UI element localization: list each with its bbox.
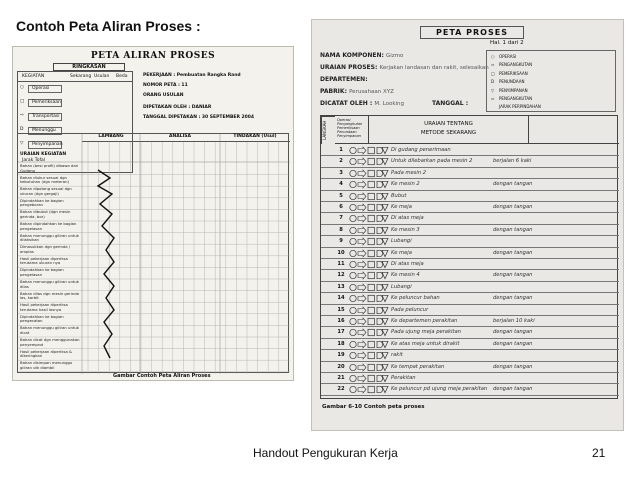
process-symbols-icon (349, 214, 389, 223)
step-description: Perakitan (391, 375, 416, 381)
activity-row: Hasil pekerjaan diperiksa & dikeringkan (20, 348, 73, 359)
step-number: 14 (337, 295, 345, 302)
header-field (320, 88, 394, 95)
step-number: 3 (339, 169, 343, 176)
step-description: Pada mesin 2 (391, 169, 427, 176)
step-number: 18 (337, 340, 345, 347)
column-uraian (369, 116, 529, 144)
legend-label: Jarak Tofal (22, 158, 46, 163)
process-symbols-icon (349, 374, 389, 383)
activity-row: Bahan dilas dgn mesin gerinda las, karbit (20, 290, 79, 301)
process-symbols-icon (349, 226, 389, 235)
header-field-value: Gizmo (385, 53, 404, 59)
legend-label: Transportasi (32, 114, 60, 119)
left-chart-caption: Gambar Contoh Peta Aliran Proses (113, 373, 211, 379)
step-description: Ke mesin 3 (391, 226, 420, 233)
info-line: TANGGAL DIPETAKAN : 30 SEPTEMBER 2004 (143, 115, 255, 120)
info-line: PEKERJAAN : Pembuatan Rangka Rand (143, 73, 241, 78)
step-number: 7 (339, 215, 343, 222)
legend-item-label: PENYIMPANAN (499, 87, 528, 93)
step-number: 16 (337, 318, 345, 324)
activity-row: Hasil pekerjaan diperiksa terutama ukuran nya (20, 255, 68, 266)
step-note: dengan tangan (493, 226, 533, 233)
legend-item-label: OPERASI (499, 54, 517, 59)
activity-row: Bahan dicat dgn menggunakan penyemprot (20, 337, 80, 347)
activity-row: Dimasukkan dgn gerinda / amplas (20, 244, 71, 254)
step-number: 15 (337, 306, 345, 313)
process-symbols-icon (349, 306, 389, 315)
process-row (321, 293, 619, 304)
activity-row: Hasil pekerjaan diperiksa terutama hasil lasnya (20, 302, 68, 312)
legend-symbol-icon: ▽ (491, 87, 495, 93)
legend-item (491, 79, 524, 84)
step-description: Pada ujung meja perakitan (391, 329, 461, 336)
step-note: dengan tangan (493, 386, 533, 393)
process-row (321, 191, 619, 202)
step-description: Di atas meja (391, 215, 424, 222)
activity-row: Bahan disimpan menunggu giliran utk diambil (20, 360, 73, 370)
legend-symbol-icon: ○ (491, 54, 495, 59)
section-lambang: LAMBANG (82, 134, 140, 142)
process-symbols-icon (349, 317, 389, 326)
step-note: dengan tangan (493, 272, 533, 279)
step-description: Di atas meja (391, 261, 424, 267)
process-row (321, 373, 619, 384)
step-note: dengan tangan (493, 329, 533, 336)
legend-header-beda: Beda (116, 74, 128, 79)
activity-row: Bahan dibubut (dgn mesin gerinda, bor) (20, 209, 71, 219)
flow-process-chart-image (12, 46, 294, 381)
legend-row-transportasi (20, 112, 90, 122)
operation-icon: ○ (20, 85, 24, 90)
process-symbols-icon (349, 351, 389, 360)
step-number: 6 (339, 204, 343, 210)
legend-symbol-icon: D (491, 79, 495, 85)
activity-row: Dipindahkan ke bagian pengeboran (20, 197, 64, 208)
legend-item (491, 71, 528, 76)
step-description: Untuk dilebarkan pada mesin 2 (391, 158, 473, 165)
section-tindakan: TINDAKAN (Usul) (220, 134, 290, 142)
step-number: 20 (337, 363, 345, 370)
step-note: dengan tangan (493, 340, 533, 347)
process-symbols-icon (349, 146, 389, 155)
step-number: 1 (339, 147, 343, 153)
process-chart-image (311, 19, 624, 431)
process-row (321, 202, 619, 213)
step-description: Ke mesin 2 (391, 181, 420, 188)
legend-item-label: PENGANGKUTAN (499, 96, 533, 101)
step-description: Ke tempat perakitan (391, 363, 445, 370)
page-indicator: Hal. 1 dari 2 (490, 40, 524, 46)
process-row (321, 168, 619, 179)
step-description: Ke peluncur pd ujung meja perakitan (391, 386, 488, 393)
process-row (321, 248, 619, 259)
process-symbols-icon (349, 271, 389, 280)
legend-item-label: PENUNDAAN (499, 79, 525, 85)
process-row (321, 236, 619, 247)
process-symbols-icon (349, 169, 389, 178)
activity-row: Bahan menunggu giliran untuk dilaksikan (20, 232, 79, 243)
step-description: Ke mesin 4 (391, 272, 420, 279)
flow-path-line (98, 170, 114, 358)
activity-row: Dipindahkan ke bagian pengelasan (20, 267, 64, 277)
process-symbols-icon (349, 385, 389, 394)
process-symbols-icon (349, 203, 389, 212)
process-row (321, 362, 619, 373)
slide-title: Contoh Peta Aliran Proses : (16, 18, 201, 34)
header-field (432, 100, 468, 107)
step-description: Ke meja (391, 249, 412, 256)
process-row (321, 259, 619, 270)
legend-symbol-icon: ⇨ (491, 96, 495, 101)
step-description: Ke peluncur bahan (391, 295, 440, 302)
delay-icon: D (20, 127, 24, 132)
activity-row: Bahan dipindahkan ke bagian pengelasan (20, 221, 77, 231)
legend-row-operasi (20, 84, 90, 94)
process-table (320, 115, 618, 399)
section-analisa: ANALISA (140, 134, 220, 142)
legend-item-label: JARAK PERPINDAHAN (499, 104, 541, 110)
header-field-value: Kerjakan landasan dan rakit, selesaikan (379, 65, 489, 71)
column-uraian-kegiatan: URAIAN KEGIATAN (20, 152, 67, 157)
step-number: 5 (339, 192, 343, 199)
step-description: Bubut (391, 192, 407, 199)
step-number: 8 (339, 226, 343, 233)
symbol-legend (486, 50, 616, 112)
legend-item (491, 88, 528, 93)
header-field-value: M. Looking (374, 101, 405, 107)
legend-label: Menunggu (32, 128, 56, 133)
legend-item (491, 62, 532, 67)
legend-label: Operasi (32, 86, 50, 91)
summary-label: RINGKASAN (53, 63, 125, 71)
activity-row: Bahan (besi profil) dibawa dari Gudang (20, 163, 79, 173)
step-description: rakit (391, 352, 403, 359)
step-number: 2 (339, 158, 343, 165)
step-note: dengan tangan (493, 295, 533, 302)
legend-header-sekarang: Sekarang (70, 74, 92, 79)
process-symbols-icon (349, 157, 389, 166)
process-row (321, 316, 619, 327)
header-field-label: NAMA KOMPONEN: (320, 52, 384, 59)
info-line: ORANG USULAN (143, 93, 184, 98)
process-row (321, 339, 619, 350)
step-number: 12 (337, 272, 345, 279)
left-chart-title: PETA ALIRAN PROSES (90, 51, 216, 61)
legend-symbol-icon: ⇨ (491, 62, 495, 68)
process-symbols-icon (349, 328, 389, 337)
column-keterangan: Operasi Pengangkutan Pemeriksaan Penundaan Penyimpanan (335, 116, 369, 144)
step-note: dengan tangan (493, 181, 533, 188)
right-chart-title: PETA PROSES (420, 26, 524, 39)
column-extra (529, 116, 619, 144)
process-symbols-icon (349, 237, 389, 246)
step-number: 11 (337, 261, 345, 267)
legend-header-kegiatan: KEGIATAN (22, 74, 45, 79)
step-description: Di gudang penerimaan (391, 147, 451, 153)
legend-symbol-icon: □ (491, 70, 495, 76)
activity-row: Bahan menunggu giliran untuk dicat (20, 325, 79, 335)
activity-row: Dipindahkan ke bagian pengecatan (20, 313, 64, 324)
header-field-label: URAIAN PROSES: (320, 64, 378, 71)
process-row (321, 145, 619, 156)
process-row (321, 350, 619, 361)
legend-label: Pemeriksaan (32, 100, 61, 105)
step-note: dengan tangan (493, 204, 533, 210)
process-row (321, 282, 619, 293)
step-description: Ke atas meja untuk dirakit (391, 340, 460, 347)
process-symbols-icon (349, 180, 389, 189)
step-description: Ke departemen perakitan (391, 318, 458, 324)
step-description: Ke meja (391, 204, 412, 210)
header-field-label: PABRIK: (320, 88, 347, 95)
step-note: dengan tangan (493, 363, 533, 370)
step-number: 10 (337, 249, 345, 256)
activity-grid (17, 133, 289, 373)
process-symbols-icon (349, 340, 389, 349)
transport-icon: ⇨ (20, 113, 24, 118)
process-row (321, 156, 619, 167)
legend-row-pemeriksaan (20, 98, 90, 108)
legend-item-label: PEMERIKSAAN (499, 70, 528, 76)
process-symbols-icon (349, 363, 389, 372)
legend-item-label: PENGANGKUTAN (499, 62, 533, 68)
step-number: 21 (337, 375, 345, 381)
process-row (321, 384, 619, 395)
process-row (321, 225, 619, 236)
step-note: berjalan 10 kaki (493, 318, 535, 324)
legend-item (491, 104, 541, 109)
header-field-label: TANGGAL : (432, 100, 469, 107)
storage-icon: ▽ (20, 141, 24, 146)
header-field-label: DICATAT OLEH : (320, 100, 373, 107)
uraian-label: URAIAN TENTANG (424, 121, 473, 127)
legend-item (491, 96, 532, 101)
step-description: Pada peluncur (391, 306, 429, 313)
process-row (321, 305, 619, 316)
metode-label: METODE SEKARANG (420, 130, 477, 136)
process-symbols-icon (349, 192, 389, 201)
process-symbols-icon (349, 283, 389, 292)
step-description: Lubangi (391, 283, 412, 290)
header-field (320, 76, 368, 83)
step-note: berjalan 6 kaki (493, 158, 532, 165)
step-number: 19 (337, 352, 345, 359)
chart-info-block (139, 71, 289, 131)
header-field (320, 52, 403, 59)
step-number: 17 (337, 329, 345, 336)
activity-row: Bahan menunggu giliran untuk dilas (20, 279, 79, 289)
step-description: Lubangi (391, 238, 412, 245)
process-symbols-icon (349, 249, 389, 258)
legend-item (491, 54, 516, 59)
activity-row: Bahan diukur sesuai dgn kebutuhan (dgn meteran) (20, 174, 70, 185)
info-line: DIPETAKAN OLEH : DANIAR (143, 105, 212, 110)
step-number: 13 (337, 283, 345, 290)
header-field (320, 64, 489, 71)
step-number: 4 (339, 181, 343, 188)
header-field (320, 100, 404, 107)
column-langkah: LANGKAH (321, 116, 335, 144)
legend-header-usulan: Usulan (94, 74, 110, 79)
header-field-value: Perusahaan XYZ (349, 89, 394, 95)
process-symbols-icon (349, 294, 389, 303)
inspection-icon: □ (20, 99, 25, 104)
header-field-label: DEPARTEMEN: (320, 76, 368, 83)
info-line: NOMOR PETA : 11 (143, 83, 188, 88)
legend-header (18, 72, 132, 82)
process-row (321, 179, 619, 190)
legend-label: Penyimpanan (32, 142, 63, 147)
right-chart-caption: Gambar 6-10 Contoh peta proses (322, 404, 425, 410)
process-row (321, 270, 619, 281)
footer-text: Handout Pengukuran Kerja (253, 446, 398, 460)
page-number: 21 (592, 446, 606, 460)
step-number: 22 (337, 386, 345, 393)
step-number: 9 (339, 238, 343, 245)
process-symbols-icon (349, 260, 389, 269)
activity-row: Bahan dipotong sesuai dgn ukuran (dgn gergaji) (20, 186, 72, 196)
process-row (321, 213, 619, 224)
step-note: dengan tangan (493, 249, 533, 256)
process-row (321, 327, 619, 338)
